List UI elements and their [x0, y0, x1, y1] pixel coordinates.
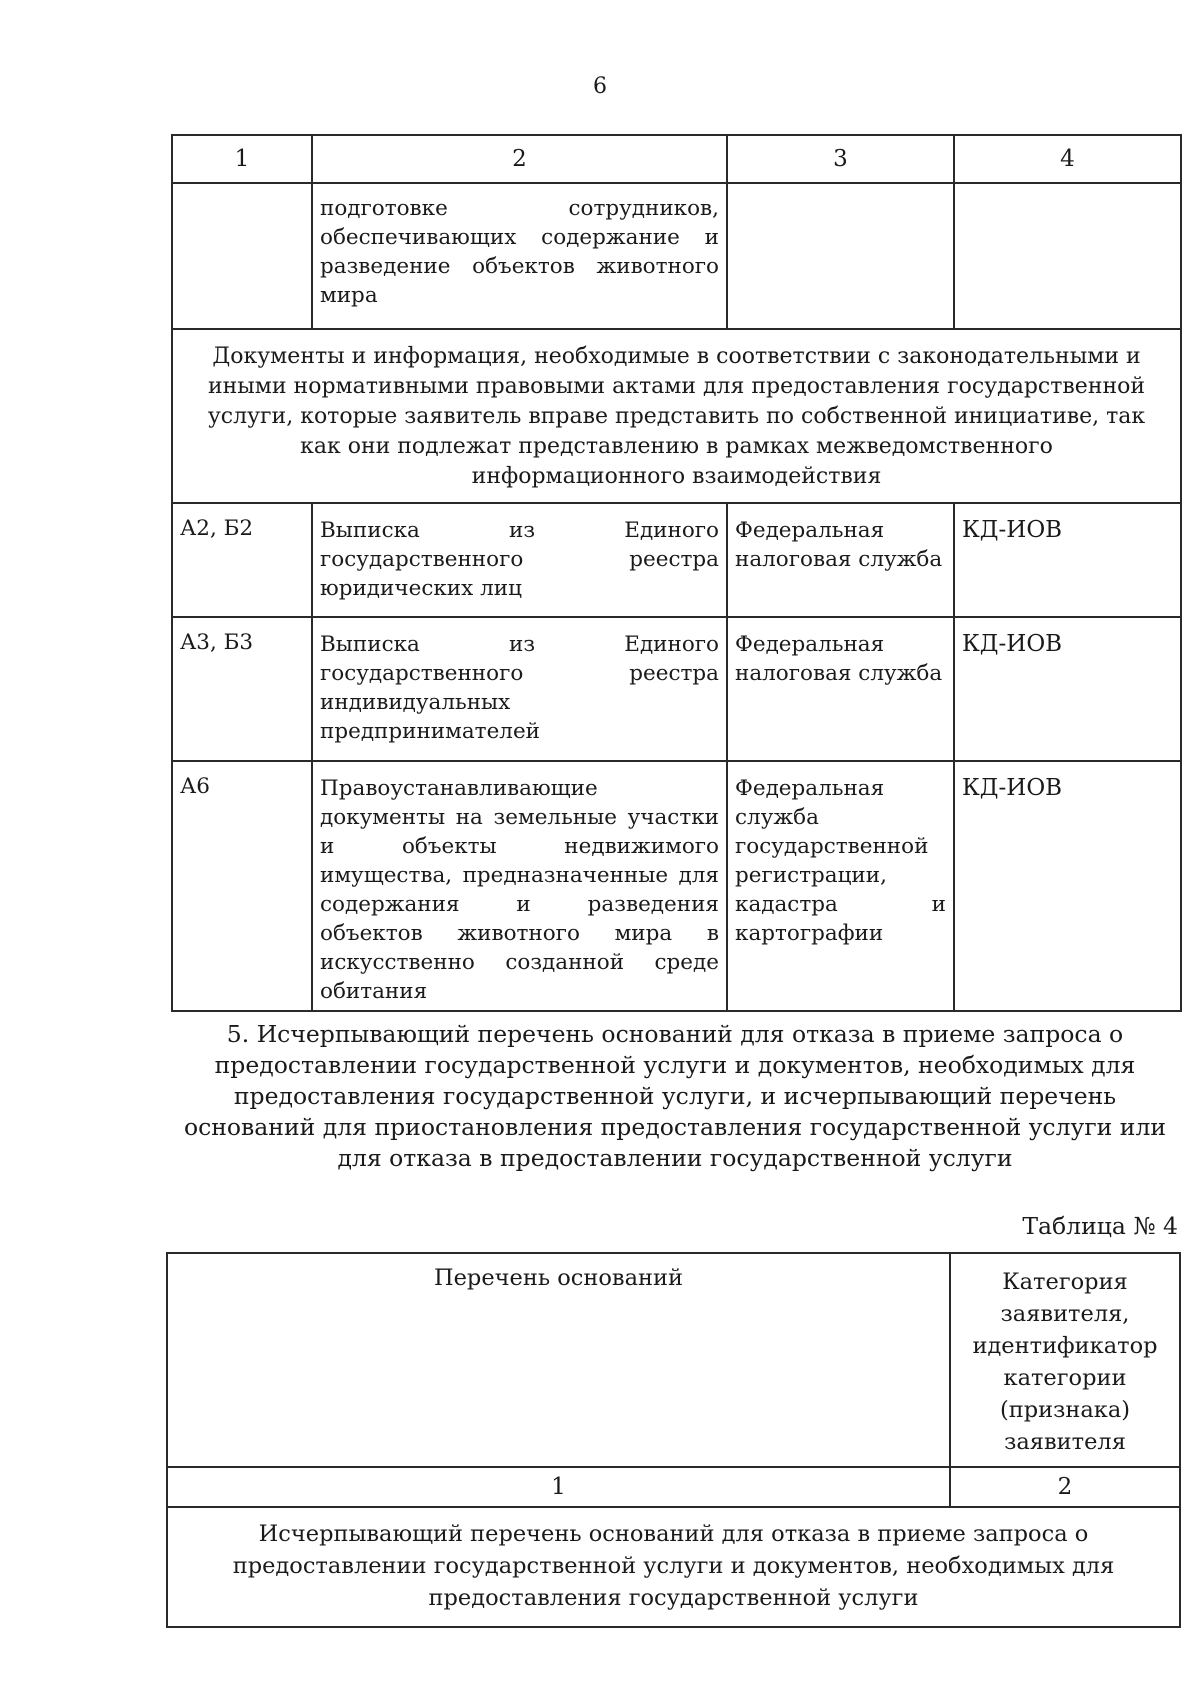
- applicant-category-column-header: Категория заявителя, идентификатор категории (признака) заявителя: [950, 1253, 1180, 1467]
- table-header-row: [167, 1253, 1180, 1467]
- column-number-3: 3: [727, 135, 954, 183]
- source-cell: [727, 183, 954, 329]
- document-cell: Правоустанавливающие документы на земельные участки и объекты недвижимого имущества, предназначенные для содержания и разведения объектов животного мира в искусственно созданной среде обитания: [312, 761, 727, 1011]
- column-numbers-row: [167, 1467, 1180, 1507]
- source-cell: Федеральная налоговая служба: [727, 617, 954, 761]
- column-number-2: 2: [312, 135, 727, 183]
- section-title-row: [167, 1507, 1180, 1627]
- column-number-1: 1: [167, 1467, 950, 1507]
- table-caption: Таблица № 4: [1022, 1212, 1178, 1240]
- section-heading: 5. Исчерпывающий перечень оснований для отказа в приеме запроса о предоставлении государственной услуги и документов, необходимых для предоставления государственной услуги, и исчерпывающий перечень оснований для приостановления предоставления государственной услуги или для отказа в предоставлении государственной услуги: [183, 1020, 1167, 1172]
- table-row: [172, 761, 1181, 1011]
- row-id-cell: А2, Б2: [172, 503, 312, 617]
- document-cell: Выписка из Единого государственного реестра юридических лиц: [312, 503, 727, 617]
- column-number-1: 1: [172, 135, 312, 183]
- table-row: [172, 503, 1181, 617]
- table-header-row: [172, 135, 1181, 183]
- column-number-2: 2: [950, 1467, 1180, 1507]
- code-cell: КД-ИОВ: [954, 503, 1181, 617]
- refusal-grounds-table: [166, 1252, 1181, 1628]
- section-title: Исчерпывающий перечень оснований для отказа в приеме запроса о предоставлении государственной услуги и документов, необходимых для предоставления государственной услуги: [167, 1507, 1180, 1627]
- row-id-cell: А6: [172, 761, 312, 1011]
- section-title: Документы и информация, необходимые в соответствии с законодательными и иными нормативными правовыми актами для предоставления государственной услуги, которые заявитель вправе представить по собственной инициативе, так как они подлежат представлению в рамках межведомственного информационного взаимодействия: [172, 329, 1181, 503]
- table-row: [172, 183, 1181, 329]
- documents-table: [171, 134, 1182, 1012]
- page-number: 6: [593, 74, 607, 99]
- code-cell: КД-ИОВ: [954, 617, 1181, 761]
- table-row: [172, 617, 1181, 761]
- document-cell: Выписка из Единого государственного реестра индивидуальных предпринимателей: [312, 617, 727, 761]
- row-id-cell: А3, Б3: [172, 617, 312, 761]
- code-cell: [954, 183, 1181, 329]
- source-cell: Федеральная служба государственной регистрации, кадастра и картографии: [727, 761, 954, 1011]
- code-cell: КД-ИОВ: [954, 761, 1181, 1011]
- document-cell: подготовке сотрудников, обеспечивающих содержание и разведение объектов животного мира: [312, 183, 727, 329]
- section-title-row: [172, 329, 1181, 503]
- grounds-column-header: Перечень оснований: [167, 1253, 950, 1467]
- column-number-4: 4: [954, 135, 1181, 183]
- source-cell: Федеральная налоговая служба: [727, 503, 954, 617]
- row-id-cell: [172, 183, 312, 329]
